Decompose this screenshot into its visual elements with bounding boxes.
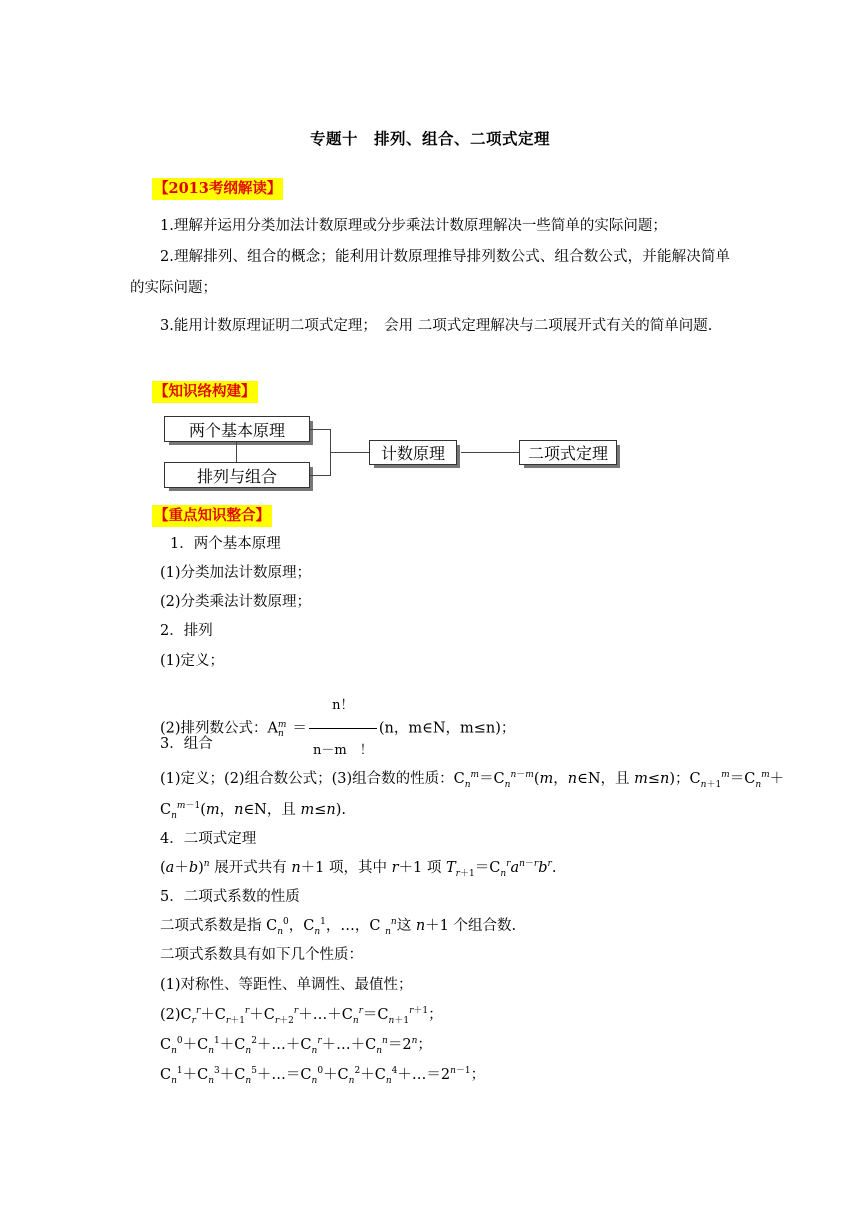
binomial-theorem-text: $(a+b)^n$ 展开式共有 n＋1 项，其中 r＋1 项 $T_{r+1}=C_n^ra^{n-r}b^r$. (160, 859, 557, 879)
coefficient-identity-2: $C_n^0+C_n^1+C_n^2+\dots+C_n^r+\dots+C_n^n=2^n$； (160, 1036, 432, 1056)
section-header-outline: 【2013考纲解读】 (152, 178, 283, 200)
keypoint-heading: 3．组合 (160, 736, 213, 752)
keypoint-heading: 1．两个基本原理 (170, 536, 281, 552)
diagram-box-basic-principles: 两个基本原理 (164, 416, 310, 442)
diagram-connector (310, 429, 330, 430)
combination-properties: (1)定义；(2)组合数公式；(3)组合数的性质：$C_n^m=C_n^{n-m}(m$，n∈N，且 m≤n)；$C_{n+1}^m=C_n^m+$ (160, 770, 785, 790)
formula-prefix: (2)排列数公式：A (160, 720, 279, 737)
diagram-connector (310, 475, 330, 476)
keypoint-text: (1)分类加法计数原理； (160, 565, 312, 581)
page-title: 专题十 排列、组合、二项式定理 (309, 129, 550, 148)
formula-suffix: (n，m∈N，m≤n)； (378, 720, 516, 737)
section-header-keypoints: 【重点知识整合】 (152, 505, 272, 527)
keypoint-heading: 2．排列 (160, 623, 213, 639)
keypoint-heading: 5．二项式系数的性质 (160, 889, 300, 905)
keypoint-text: (1)对称性、等距性、单调性、最值性； (160, 977, 413, 993)
coefficient-identity-3: $C_n^1+C_n^3+C_n^5+\dots=C_n^0+C_n^2+C_n^4+\dots=2^{n-1}$； (160, 1066, 486, 1086)
outline-item-2: 2.理解排列、组合的概念；能利用计数原理推导排列数公式、组合数公式，并能解决简单的实际问题； (130, 249, 730, 296)
coef-def-prefix: 二项式系数是指 (160, 918, 262, 934)
diagram-connector (330, 452, 369, 453)
keypoint-heading: 4．二项式定理 (160, 831, 257, 847)
diagram-box-binomial-theorem: 二项式定理 (519, 440, 617, 465)
keypoint-text: (2)分类乘法计数原理； (160, 594, 312, 610)
coefficient-identity-1: $(2)C_r^r+C_{r+1}^r+C_{r+2}^r+\dots+C_n^r=C_{n+1}^{r+1}$； (160, 1006, 443, 1026)
diagram-connector (461, 452, 519, 453)
binomial-coefficient-def: 二项式系数是指 $C_n^0$，$C_n^1$，…，C $_n^n$这 n＋1 个组合数. (160, 917, 517, 937)
keypoint-text: (1)定义； (160, 653, 225, 669)
diagram-connector (236, 442, 237, 462)
fraction-denominator: n－m ！ (313, 743, 373, 758)
section-header-framework: 【知识络构建】 (152, 381, 258, 403)
fraction (309, 686, 377, 771)
fraction-numerator: n！ (309, 686, 377, 729)
keypoint-text: 二项式系数具有如下几个性质： (160, 947, 363, 963)
combination-properties-cont: $C_n^{m-1}(m$，n∈N，且 m≤n). (160, 801, 347, 821)
diagram-box-permutation-combination: 排列与组合 (164, 462, 310, 488)
diagram-box-counting-principle: 计数原理 (369, 440, 457, 465)
outline-item-3: 3.能用计数原理证明二项式定理； 会用 二项式定理解决与二项展开式有关的简单问题. (160, 318, 713, 334)
permutation-formula: (2)排列数公式：$A_n^m$ ＝ $\frac{n!}{n-m !}$ (n，m∈N，m≤n)； (160, 686, 515, 771)
outline-item-1: 1.理解并运用分类加法计数原理或分步乘法计数原理解决一些简单的实际问题； (160, 218, 667, 234)
